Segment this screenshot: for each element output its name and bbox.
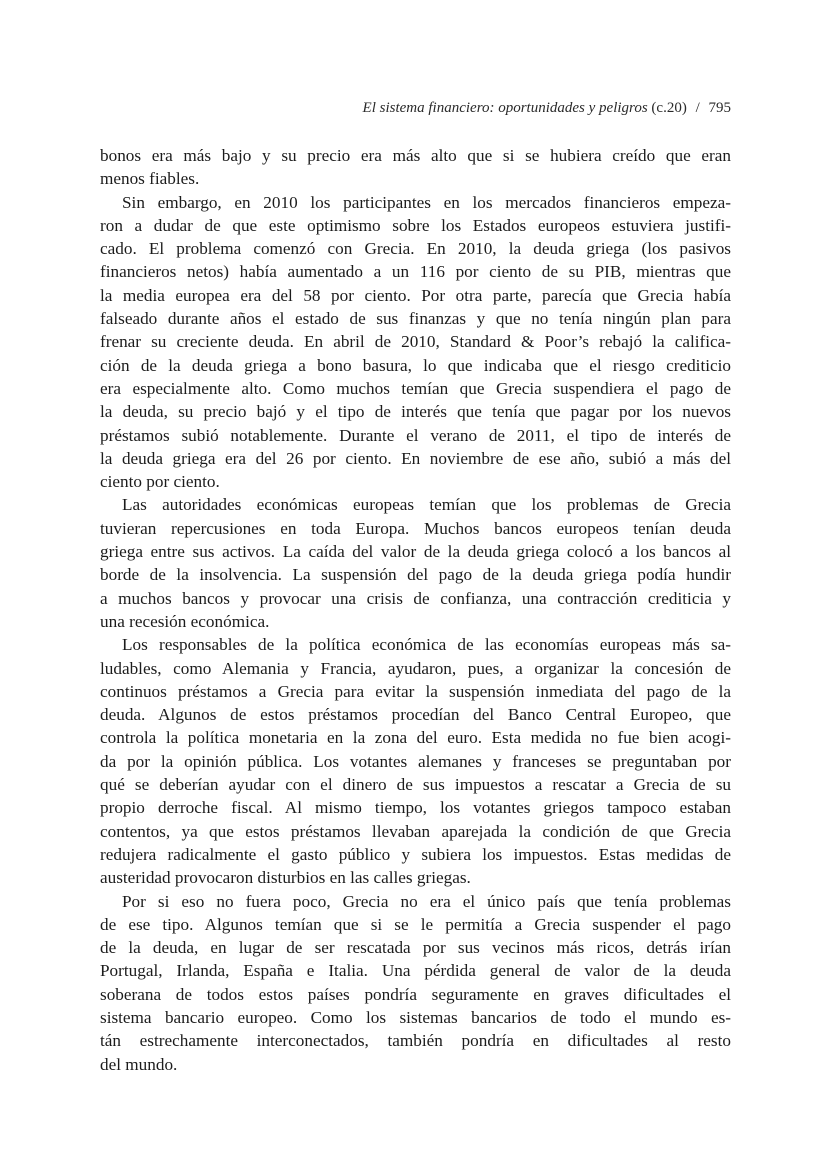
text-line: préstamos subió notablemente. Durante el verano de 2011, el tipo de interés de [100,425,731,445]
text-line: de la deuda, en lugar de ser rescatada por sus vecinos más ricos, detrás irían [100,938,731,958]
text-line: bonos era más bajo y su precio era más alto que si se hubiera creído que eran [100,146,731,165]
text-line: tán estrechamente interconectados, también pondría en dificultades al resto [100,1031,731,1051]
text-line: Sin embargo, en 2010 los participantes en los mercados financieros empeza- [122,192,731,212]
text-line: la media europea era del 58 por ciento. Por otra parte, parecía que Grecia había [100,285,731,305]
chapter-number: (c.20) [651,100,687,116]
text-line: frenar su creciente deuda. En abril de 2010, Standard & Poor’s rebajó la califica- [100,332,731,352]
text-line: ción de la deuda griega a bono basura, lo que indicaba que el riesgo crediticio [100,355,731,375]
text-line: Por si eso no fuera poco, Grecia no era el único país que tenía problemas [122,891,731,911]
text-line: austeridad provocaron disturbios en las calles griegas. [100,868,471,888]
paragraph-5 [100,890,731,1076]
page-number: 795 [708,100,731,116]
text-line: tuvieran repercusiones en toda Europa. Muchos bancos europeos tenían deuda [100,518,731,538]
text-line: contentos, ya que estos préstamos llevaban aparejada la condición de que Grecia [100,821,731,841]
text-line: Las autoridades económicas europeas temían que los problemas de Grecia [122,495,731,515]
text-line: cado. El problema comenzó con Grecia. En 2010, la deuda griega (los pasivos [100,239,731,259]
text-line: griega entre sus activos. La caída del valor de la deuda griega colocó a los bancos al [100,542,731,562]
text-line: borde de la insolvencia. La suspensión del pago de la deuda griega podía hundir [100,565,731,585]
text-line: da por la opinión pública. Los votantes alemanes y franceses se preguntaban por [100,751,731,771]
text-line: ciento por ciento. [100,472,220,492]
body-text [100,144,731,1076]
text-line: redujera radicalmente el gasto público y subiera los impuestos. Estas medidas de [100,844,731,864]
paragraph-3 [100,493,731,633]
chapter-title: El sistema financiero: oportunidades y peligros [362,100,648,116]
text-line: una recesión económica. [100,611,270,631]
text-line: falseado durante años el estado de sus finanzas y que no tenía ningún plan para [100,309,731,329]
text-line: Los responsables de la política económica de las economías europeas más sa- [122,635,731,655]
text-line: qué se deberían ayudar con el dinero de sus impuestos a rescatar a Grecia de su [100,775,731,795]
text-line: de ese tipo. Algunos temían que si se le permitía a Grecia suspender el pago [100,914,731,934]
paragraph-2 [100,191,731,494]
text-line: sistema bancario europeo. Como los sistemas bancarios de todo el mundo es- [100,1007,731,1027]
text-line: del mundo. [100,1054,178,1074]
header-separator: / [695,100,700,116]
text-line: soberana de todos estos países pondría seguramente en graves dificultades el [100,984,731,1004]
paragraph-4 [100,633,731,889]
text-line: la deuda, su precio bajó y el tipo de interés que tenía que pagar por los nuevos [100,402,731,422]
text-line: era especialmente alto. Como muchos temían que Grecia suspendiera el pago de [100,378,731,398]
text-line: continuos préstamos a Grecia para evitar la suspensión inmediata del pago de la [100,681,731,701]
text-line: menos fiables. [100,169,200,189]
text-line: ludables, como Alemania y Francia, ayudaron, pues, a organizar la concesión de [100,658,731,678]
text-line: a muchos bancos y provocar una crisis de confianza, una contracción crediticia y [100,588,731,608]
text-line: deuda. Algunos de estos préstamos procedían del Banco Central Europeo, que [100,705,731,725]
text-line: ron a dudar de que este optimismo sobre los Estados europeos estuviera justifi- [100,215,731,235]
text-line: Portugal, Irlanda, España e Italia. Una pérdida general de valor de la deuda [100,961,731,981]
running-header [100,98,731,118]
text-line: financieros netos) había aumentado a un 116 por ciento de su PIB, mientras que [100,262,731,282]
text-line: la deuda griega era del 26 por ciento. En noviembre de ese año, subió a más del [100,448,731,468]
text-line: propio derroche fiscal. Al mismo tiempo, los votantes griegos tampoco estaban [100,798,731,818]
text-line: controla la política monetaria en la zona del euro. Esta medida no fue bien acogi- [100,728,731,748]
paragraph-1 [100,144,731,191]
